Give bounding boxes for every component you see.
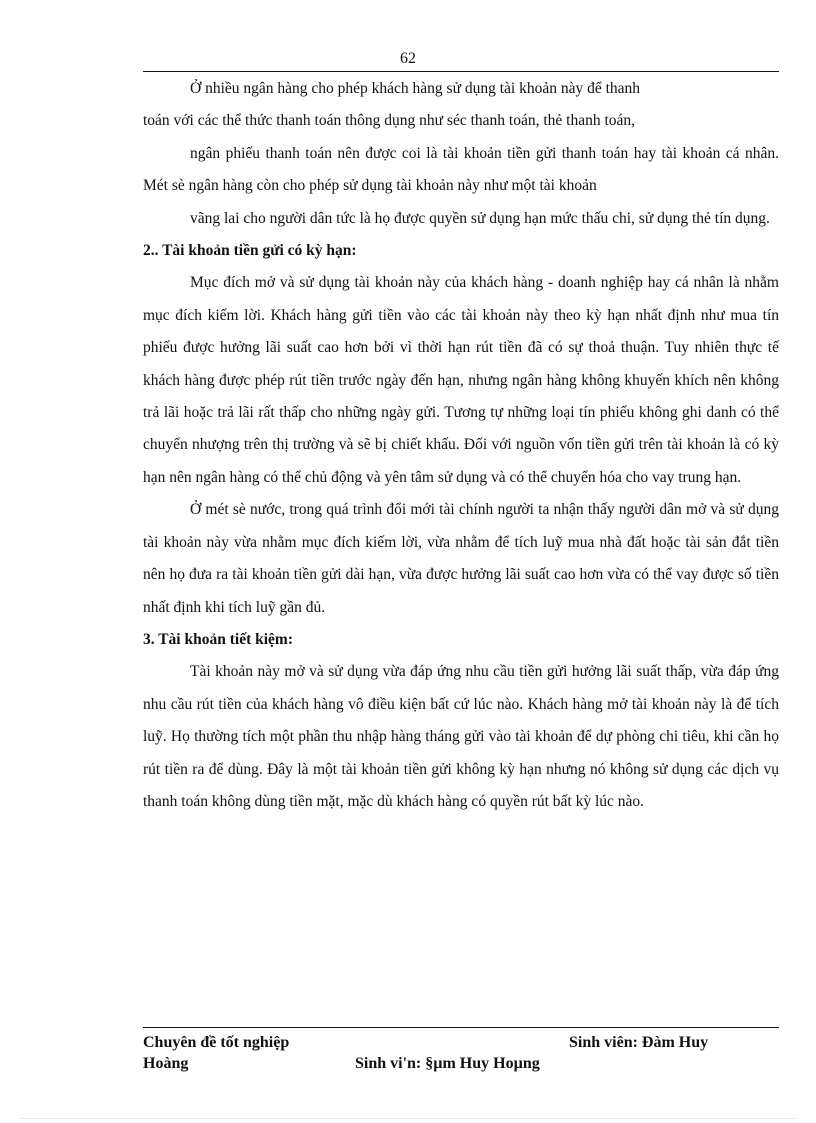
document-body (143, 73, 779, 818)
paragraph: vãng lai cho người dân tức là họ được quyền sử dụng hạn mức thấu chi, sử dụng thẻ tín dụng. (190, 209, 770, 227)
paragraph: toán với các thể thức thanh toán thông dụng như séc thanh toán, thẻ thanh toán, (143, 112, 636, 130)
footer-student-name-cont: Hoàng (143, 1055, 189, 1072)
header-rule (143, 71, 779, 72)
footer-thesis-label: Chuyên đề tốt nghiệp (143, 1034, 290, 1051)
footer-student-label: Sinh viên: Đàm Huy (569, 1034, 709, 1051)
footer-row (143, 1032, 779, 1053)
footer-garbled-student-label: Sinh vi'n: §µm Huy Hoµng (355, 1055, 540, 1072)
page-footer (143, 1032, 779, 1074)
paragraph: Mục đích mở và sử dụng tài khoản này của khách hàng - doanh nghiệp hay cá nhân là nhằm mục đích kiếm lời. Khách hàng gửi tiền vào các tài khoản này theo kỳ hạn nhất định như mua tín phiếu được hưởng lãi suất cao hơn bởi vì thời hạn rút tiền đã có sự thoả thuận. Tuy nhiên thực tế khách hàng được phép rút tiền trước ngày đến hạn, nhưng ngân hàng không khuyến khích nên không trả lãi hoặc trả lãi rất thấp cho những ngày gửi. Tương tự những loại tín phiếu không ghi danh có thể chuyển nhượng trên thị trường và sẽ bị chiết khấu. Đối với nguồn vốn tiền gửi trên tài khoản là có kỳ hạn nên ngân hàng có thể chủ động và yên tâm sử dụng và có thể chuyển hóa cho vay trung hạn. (143, 274, 779, 486)
footer-rule (143, 1027, 779, 1028)
paragraph: ngân phiếu thanh toán nên được coi là tài khoản tiền gửi thanh toán hay tài khoản cá nhân. Mét sè ngân hàng còn cho phép sử dụng tài khoản này như một tài khoản (143, 144, 779, 195)
paragraph: Ở mét sè nước, trong quá trình đổi mới tài chính người ta nhận thấy người dân mở và sử dụng tài khoản này vừa nhằm mục đích kiếm lời, vừa nhằm để tích luỹ mua nhà đất hoặc tài sản đắt tiền nên họ đưa ra tài khoản tiền gửi dài hạn, vừa được hưởng lãi suất cao hơn vừa có thể vay được số tiền nhất định khi tích luỹ gần đủ. (143, 501, 779, 616)
page-number: 62 (400, 50, 416, 67)
paragraph: Tài khoản này mở và sử dụng vừa đáp ứng nhu cầu tiền gửi hưởng lãi suất thấp, vừa đáp ứng nhu cầu rút tiền của khách hàng vô điều kiện bất cứ lúc nào. Khách hàng mở tài khoản này là để tích luỹ. Họ thường tích một phần thu nhập hàng tháng gửi vào tài khoản để dự phòng chi tiêu, khi cần họ rút tiền ra để dùng. Đây là một tài khoản tiền gửi không kỳ hạn nhưng nó không sử dụng các dịch vụ thanh toán không dùng tiền mặt, mặc dù khách hàng có quyền rút bất kỳ lúc nào. (143, 663, 779, 810)
footer-row (143, 1053, 779, 1074)
page-edge-dots (20, 1118, 796, 1119)
paragraph: Ở nhiều ngân hàng cho phép khách hàng sử dụng tài khoản này để thanh (190, 80, 641, 97)
section-heading: 3. Tài khoản tiết kiệm: (143, 630, 293, 648)
section-heading: 2.. Tài khoản tiền gửi có kỳ hạn: (143, 242, 357, 260)
